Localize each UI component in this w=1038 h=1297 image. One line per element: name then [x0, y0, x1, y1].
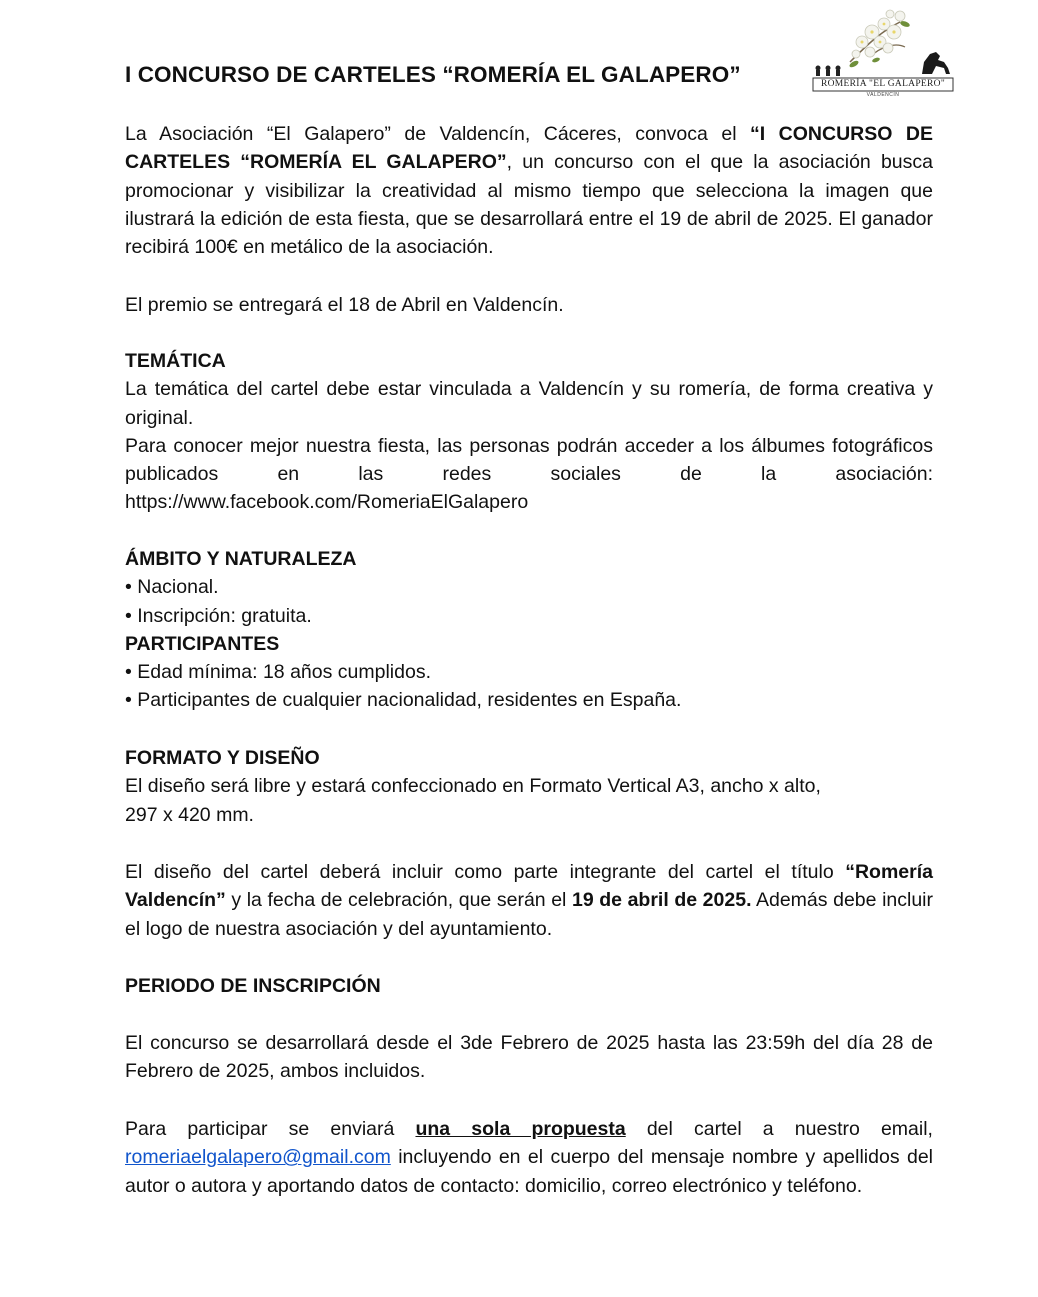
intro-text-cont: , un concurso con el que la asociación busca promocionar y visibilizar la creatividad al mismo tiempo que selecciona la imagen que ilustrará la edición de esta fiesta, que se desarrollará entre el 19 de abril de 2025. El ganador recibirá 100€ en metálico de la asociación.	[125, 151, 934, 259]
periodo-section-3	[125, 1115, 933, 1200]
page-title: I CONCURSO DE CARTELES “ROMERÍA EL GALAPERO”	[125, 62, 741, 87]
tematica-heading: TEMÁTICA	[125, 350, 226, 372]
ambito-section	[125, 545, 933, 715]
required-title: “Romería Valdencín”	[125, 861, 933, 912]
tematica-text: Para conocer mejor nuestra fiesta, las personas podrán acceder a los álbumes fotográficos publicados en las redes sociales de la asociación:	[125, 434, 933, 486]
prize-section	[125, 291, 933, 319]
intro-text: La Asociación “El Galapero” de Valdencín, Cáceres, convoca el	[125, 123, 751, 145]
list-item: • Inscripción: gratuita.	[125, 604, 312, 627]
tematica-paragraph: La temática del cartel debe estar vinculada a Valdencín y su romería, de forma creativa y original.	[125, 378, 933, 429]
formato-paragraph	[125, 858, 933, 943]
periodo-paragraph: El concurso se desarrollará desde el 3de Febrero de 2025 hasta las 23:59h del día 28 de Febrero de 2025, ambos incluidos.	[125, 1032, 933, 1083]
submission-paragraph	[125, 1115, 933, 1200]
formato-line: El diseño será libre y estará confeccionado en Formato Vertical A3, ancho x alto,	[125, 775, 821, 798]
logo-subtext: VALDENCÍN	[866, 92, 900, 98]
email-link[interactable]: romeriaelgalapero@gmail.com	[125, 1146, 391, 1169]
submission-text: incluyendo en el cuerpo del mensaje nombre y apellidos del autor o autora y aportando datos de contacto: domicilio, correo electrónico y teléfono.	[125, 1146, 933, 1197]
formato-section-2	[125, 858, 933, 943]
list-item: • Nacional.	[125, 576, 219, 599]
list-item: • Edad mínima: 18 años cumplidos.	[125, 661, 431, 684]
single-proposal: una sola propuesta	[415, 1118, 626, 1140]
logo-text: ROMERÍA "EL GALAPERO"	[820, 79, 945, 89]
intro-section	[125, 120, 933, 261]
participantes-heading: PARTICIPANTES	[125, 632, 280, 655]
periodo-heading: PERIODO DE INSCRIPCIÓN	[125, 975, 381, 997]
celebration-date: 19 de abril de 2025.	[571, 889, 752, 912]
facebook-url: https://www.facebook.com/RomeriaElGalapero	[125, 491, 529, 514]
periodo-section-2	[125, 1029, 933, 1086]
submission-text: Para participar se enviará	[125, 1118, 416, 1140]
formato-text: El diseño del cartel deberá incluir como parte integrante del cartel el título	[125, 861, 846, 883]
formato-section	[125, 744, 933, 829]
formato-text: Además debe incluir el logo de nuestra asociación y del ayuntamiento.	[125, 889, 933, 940]
formato-line: 297 x 420 mm.	[125, 803, 254, 826]
intro-paragraph	[125, 120, 933, 261]
ambito-heading: ÁMBITO Y NATURALEZA	[125, 548, 357, 570]
submission-text: del cartel a nuestro email,	[625, 1118, 933, 1140]
tematica-section	[125, 347, 933, 517]
romeria-logo	[810, 2, 956, 102]
list-item: • Participantes de cualquier nacionalidad, residentes en España.	[125, 689, 682, 712]
formato-text: y la fecha de celebración, que serán el	[225, 889, 572, 912]
periodo-section	[125, 972, 933, 1000]
prize-paragraph: El premio se entregará el 18 de Abril en Valdencín.	[125, 294, 564, 316]
contest-name: “I CONCURSO DE CARTELES “ROMERÍA EL GALAPERO”	[125, 123, 933, 174]
tematica-paragraph-2	[125, 432, 933, 517]
formato-heading: FORMATO Y DISEÑO	[125, 747, 320, 769]
